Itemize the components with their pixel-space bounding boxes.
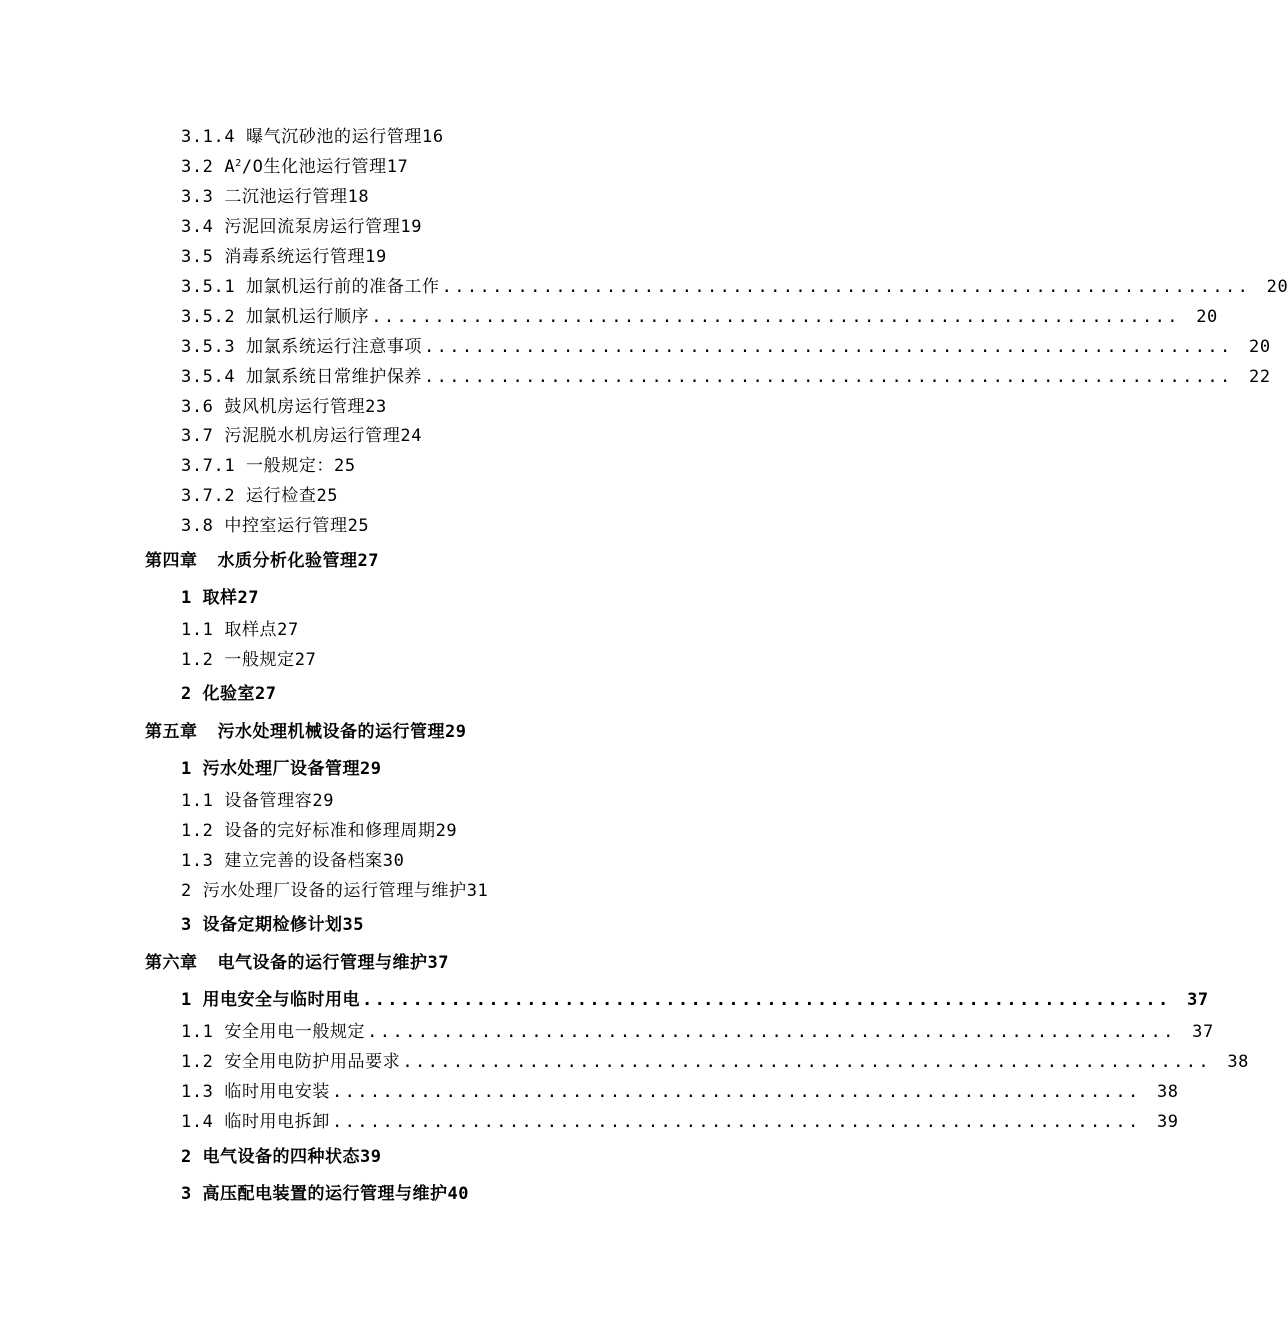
toc-page: 29	[360, 759, 382, 779]
toc-title: 运行检查	[246, 486, 317, 506]
toc-page: 19	[365, 247, 387, 267]
toc-entry-5-1-1[interactable]	[181, 786, 334, 816]
toc-title-text: 临时用电安装	[224, 1082, 330, 1102]
toc-title	[181, 985, 360, 1015]
toc-entry-3-7-2[interactable]	[181, 481, 338, 511]
toc-entry-6-1-1[interactable]	[181, 1017, 1214, 1047]
toc-page: 29	[445, 722, 467, 742]
toc-title: 污水处理厂设备管理	[202, 759, 360, 779]
toc-page: 20	[1249, 337, 1271, 357]
toc-page: 35	[342, 915, 364, 935]
toc-chapter-4[interactable]	[145, 546, 379, 576]
toc-entry-6-3[interactable]	[181, 1179, 469, 1209]
toc-page: 39	[360, 1147, 382, 1167]
toc-leader-dots: ................................................................	[367, 1022, 1176, 1042]
toc-entry-3-5-1[interactable]	[181, 272, 1288, 302]
toc-leader-dots: ................................................................	[331, 1082, 1141, 1102]
toc-entry-3-6[interactable]	[181, 392, 387, 422]
toc-leader-dots: ................................................................	[424, 367, 1233, 387]
toc-title-text: 加氯机运行顺序	[246, 307, 370, 327]
toc-title: 曝气沉砂池的运行管理	[246, 127, 423, 147]
toc-number: 1.4	[181, 1112, 214, 1132]
toc-page: 39	[1156, 1112, 1179, 1132]
toc-title: 设备管理容	[224, 791, 313, 811]
toc-number: 3.7	[181, 426, 214, 446]
toc-page: 17	[386, 157, 409, 177]
toc-entry-3-8[interactable]	[181, 511, 369, 541]
toc-page: 29	[435, 821, 458, 841]
toc-entry-3-2[interactable]	[181, 152, 408, 182]
toc-number: 1	[181, 990, 192, 1010]
toc-entry-4-1[interactable]	[181, 583, 259, 613]
toc-number: 3.8	[181, 516, 214, 536]
toc-number: 2	[181, 881, 192, 901]
toc-title: 污水处理厂设备的运行管理与维护	[202, 881, 467, 901]
toc-title	[181, 362, 422, 392]
toc-page: 18	[347, 187, 370, 207]
toc-title-text: 安全用电一般规定	[224, 1022, 366, 1042]
toc-number: 3	[181, 915, 192, 935]
toc-page: 20	[1266, 277, 1288, 297]
toc-title: 取样点	[224, 620, 278, 640]
toc-number: 3.3	[181, 187, 214, 207]
toc-entry-5-1[interactable]	[181, 754, 381, 784]
toc-number: 3.5.3	[181, 337, 236, 357]
toc-title-text: 加氯机运行前的准备工作	[246, 277, 440, 297]
toc-page: 31	[466, 881, 489, 901]
toc-entry-3-1-4[interactable]	[181, 122, 444, 152]
chapter-title: 电气设备的运行管理与维护	[217, 953, 428, 973]
toc-title: 建立完善的设备档案	[224, 851, 383, 871]
toc-number: 1.2	[181, 821, 214, 841]
toc-title: 化验室	[202, 684, 255, 704]
toc-page: 25	[347, 516, 370, 536]
toc-number: 1	[181, 588, 192, 608]
toc-title-text: 加氯系统运行注意事项	[246, 337, 423, 357]
toc-title-part: A	[224, 157, 236, 177]
toc-entry-5-2[interactable]	[181, 876, 488, 906]
toc-number: 3.2	[181, 157, 214, 177]
toc-title	[224, 157, 386, 177]
toc-number: 3.1.4	[181, 127, 236, 147]
toc-entry-3-4[interactable]	[181, 212, 422, 242]
toc-entry-6-1-3[interactable]	[181, 1077, 1179, 1107]
toc-page: 19	[400, 217, 423, 237]
toc-page: 37	[427, 953, 449, 973]
toc-leader-dots: ................................................................	[371, 307, 1180, 327]
toc-page: 40	[447, 1184, 469, 1204]
toc-title	[181, 1047, 400, 1077]
toc-entry-6-2[interactable]	[181, 1142, 381, 1172]
toc-page: 29	[312, 791, 335, 811]
toc-title: 中控室运行管理	[224, 516, 348, 536]
toc-number: 1.1	[181, 620, 214, 640]
toc-title: 一般规定：	[246, 456, 335, 476]
toc-page: 27	[277, 620, 299, 640]
toc-number: 2	[181, 1147, 192, 1167]
toc-leader-dots: ................................................................	[402, 1052, 1211, 1072]
toc-number: 1	[181, 759, 192, 779]
toc-title	[181, 1077, 330, 1107]
toc-title: 取样	[202, 588, 238, 608]
toc-title-part: /O生化池运行管理	[241, 157, 387, 177]
toc-number: 3.7.2	[181, 486, 236, 506]
toc-page: 22	[1249, 367, 1271, 387]
chapter-title: 水质分析化验管理	[217, 551, 358, 571]
toc-number: 1.1	[181, 791, 214, 811]
toc-title-text: 用电安全与临时用电	[202, 990, 360, 1010]
chapter-title: 污水处理机械设备的运行管理	[217, 722, 445, 742]
toc-title: 设备定期检修计划	[202, 915, 343, 935]
toc-entry-3-5-2[interactable]	[181, 302, 1218, 332]
toc-number: 3.4	[181, 217, 214, 237]
toc-number: 3.7.1	[181, 456, 236, 476]
toc-title-text: 安全用电防护用品要求	[224, 1052, 401, 1072]
toc-page: 25	[316, 486, 339, 506]
toc-page: 27	[294, 650, 317, 670]
chapter-number: 第四章	[145, 551, 198, 571]
toc-entry-3-5-3[interactable]	[181, 332, 1271, 362]
toc-chapter-6[interactable]	[145, 948, 449, 978]
toc-leader-dots: ................................................................	[331, 1112, 1141, 1132]
toc-entry-3-5[interactable]	[181, 242, 387, 272]
toc-title	[181, 272, 440, 302]
toc-title: 设备的完好标准和修理周期	[224, 821, 436, 841]
toc-page: 37	[1187, 990, 1209, 1010]
toc-title: 污泥脱水机房运行管理	[224, 426, 401, 446]
toc-number: 3.6	[181, 397, 214, 417]
toc-title: 一般规定	[224, 650, 295, 670]
toc-page: 16	[422, 127, 444, 147]
toc-entry-3-7[interactable]	[181, 421, 422, 451]
toc-entry-4-2[interactable]	[181, 679, 276, 709]
toc-number: 3	[181, 1184, 192, 1204]
toc-page: 30	[382, 851, 405, 871]
toc-number: 3.5	[181, 247, 214, 267]
toc-number: 3.5.2	[181, 307, 236, 327]
chapter-number: 第六章	[145, 953, 198, 973]
toc-title: 污泥回流泵房运行管理	[224, 217, 401, 237]
toc-entry-6-1-2[interactable]	[181, 1047, 1249, 1077]
toc-page: 38	[1156, 1082, 1179, 1102]
toc-title	[181, 302, 369, 332]
toc-number: 1.3	[181, 1082, 214, 1102]
toc-title: 消毒系统运行管理	[224, 247, 366, 267]
toc-entry-3-3[interactable]	[181, 182, 369, 212]
toc-page: 20	[1196, 307, 1218, 327]
toc-entry-4-1-2[interactable]	[181, 645, 316, 675]
toc-entry-3-5-4[interactable]	[181, 362, 1271, 392]
toc-number: 1.2	[181, 650, 214, 670]
toc-entry-5-3[interactable]	[181, 910, 364, 940]
toc-entry-4-1-1[interactable]	[181, 615, 299, 645]
toc-title-text: 加氯系统日常维护保养	[246, 367, 423, 387]
toc-title: 电气设备的四种状态	[202, 1147, 360, 1167]
toc-page: 27	[237, 588, 259, 608]
toc-leader-dots: ................................................................	[362, 990, 1171, 1010]
toc-page: 23	[365, 397, 387, 417]
toc-entry-6-1[interactable]	[181, 985, 1209, 1015]
toc-title	[181, 1107, 330, 1137]
toc-number: 1.2	[181, 1052, 214, 1072]
toc-title-text: 临时用电拆卸	[224, 1112, 330, 1132]
toc-title: 鼓风机房运行管理	[224, 397, 366, 417]
toc-title	[181, 332, 422, 362]
toc-title: 高压配电装置的运行管理与维护	[202, 1184, 448, 1204]
toc-page: 25	[334, 456, 356, 476]
toc-entry-5-1-3[interactable]	[181, 846, 404, 876]
toc-title	[181, 1017, 365, 1047]
toc-entry-6-1-4[interactable]	[181, 1107, 1179, 1137]
toc-title-superscript: 2	[235, 158, 242, 169]
toc-page: 38	[1227, 1052, 1249, 1072]
toc-page: 27	[255, 684, 277, 704]
toc-entry-3-7-1[interactable]	[181, 451, 356, 481]
toc-page: 37	[1192, 1022, 1214, 1042]
toc-page: 24	[400, 426, 423, 446]
chapter-number: 第五章	[145, 722, 198, 742]
toc-number: 1.3	[181, 851, 214, 871]
toc-number: 3.5.4	[181, 367, 236, 387]
toc-leader-dots: ................................................................	[424, 337, 1233, 357]
toc-leader-dots: ................................................................	[441, 277, 1251, 297]
toc-number: 1.1	[181, 1022, 214, 1042]
toc-number: 2	[181, 684, 192, 704]
toc-entry-5-1-2[interactable]	[181, 816, 457, 846]
toc-number: 3.5.1	[181, 277, 236, 297]
toc-page: 27	[357, 551, 379, 571]
toc-title: 二沉池运行管理	[224, 187, 348, 207]
toc-chapter-5[interactable]	[145, 717, 466, 747]
